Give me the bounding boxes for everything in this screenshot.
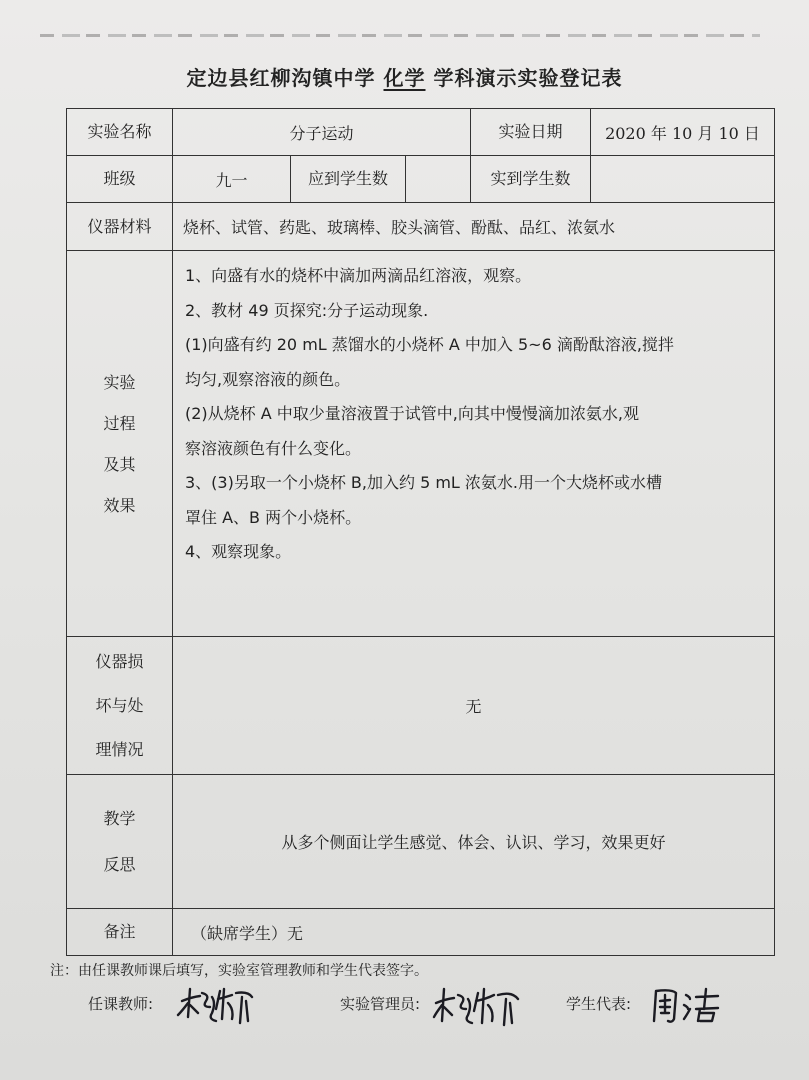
title-school: 定边县红柳沟镇中学 xyxy=(186,66,376,90)
process-label-line: 实验 xyxy=(103,372,136,392)
damage-label xyxy=(67,637,173,775)
damage-label-line: 理情况 xyxy=(95,739,144,759)
teacher-label: 任课教师: xyxy=(88,995,154,1013)
student-rep-label: 学生代表: xyxy=(566,995,632,1013)
row-remarks xyxy=(67,909,775,956)
lab-manager-label: 实验管理员: xyxy=(340,995,421,1013)
process-line: 3、(3)另取一个小烧杯 B,加入约 5 mL 浓氨水.用一个大烧杯或水槽 xyxy=(185,473,663,492)
process-line: 1、向盛有水的烧杯中滴加两滴品红溶液，观察。 xyxy=(185,266,532,285)
process-line: 均匀,观察溶液的颜色。 xyxy=(185,369,351,389)
process-line: (2)从烧杯 A 中取少量溶液置于试管中,向其中慢慢滴加浓氨水,观 xyxy=(185,404,639,423)
process-label-line: 效果 xyxy=(103,495,136,515)
materials-value: 烧杯、试管、药匙、玻璃棒、胶头滴管、酚酞、品红、浓氨水 xyxy=(173,203,775,251)
top-edge-line xyxy=(40,34,760,37)
damage-value: 无 xyxy=(173,637,775,775)
process-label xyxy=(67,251,173,637)
expected-students-value xyxy=(406,156,471,203)
experiment-date-label: 实验日期 xyxy=(471,109,591,156)
footnote: 注：由任课教师课后填写，实验室管理教师和学生代表签字。 xyxy=(50,963,428,979)
process-line: (1)向盛有约 20 mL 蒸馏水的小烧杯 A 中加入 5~6 滴酚酞溶液,搅拌 xyxy=(185,335,674,354)
expected-students-label: 应到学生数 xyxy=(291,156,406,203)
process-line: 4、观察现象。 xyxy=(185,542,292,561)
process-content xyxy=(173,251,775,637)
damage-label-line: 仪器损 xyxy=(95,651,144,671)
process-label-line: 及其 xyxy=(103,454,136,474)
damage-label-line: 坏与处 xyxy=(95,695,144,715)
row-experiment-name xyxy=(67,109,775,156)
teacher-signature xyxy=(176,983,256,1027)
process-line: 2、教材 49 页探究:分子运动现象. xyxy=(185,300,429,320)
process-line: 察溶液颜色有什么变化。 xyxy=(185,438,362,458)
student-rep-signature xyxy=(650,983,726,1025)
title-subject: 化学 xyxy=(383,66,426,90)
experiment-date-value: 2020 年 10 月 10 日 xyxy=(591,109,775,156)
remarks-value: （缺席学生）无 xyxy=(173,909,775,956)
class-label: 班级 xyxy=(67,156,173,203)
class-value: 九一 xyxy=(173,156,291,203)
lab-manager-signature xyxy=(432,983,522,1029)
row-process xyxy=(67,251,775,637)
reflection-label-line: 反思 xyxy=(103,854,136,874)
row-materials xyxy=(67,203,775,251)
experiment-name-value: 分子运动 xyxy=(173,109,471,156)
row-reflection xyxy=(67,775,775,909)
reflection-label xyxy=(67,775,173,909)
actual-students-label: 实到学生数 xyxy=(471,156,591,203)
actual-students-value xyxy=(591,156,775,203)
reflection-value: 从多个侧面让学生感觉、体会、认识、学习，效果更好 xyxy=(173,775,775,909)
signature-row xyxy=(0,983,809,1033)
process-label-line: 过程 xyxy=(103,413,136,433)
materials-label: 仪器材料 xyxy=(67,203,173,251)
experiment-name-label: 实验名称 xyxy=(67,109,173,156)
reflection-label-line: 教学 xyxy=(103,808,136,828)
row-damage xyxy=(67,637,775,775)
title-suffix: 学科演示实验登记表 xyxy=(433,66,623,90)
remarks-label: 备注 xyxy=(67,909,173,956)
form-title xyxy=(0,62,809,91)
process-line: 罩住 A、B 两个小烧杯。 xyxy=(185,507,362,527)
row-class xyxy=(67,156,775,203)
registration-table xyxy=(66,108,775,956)
